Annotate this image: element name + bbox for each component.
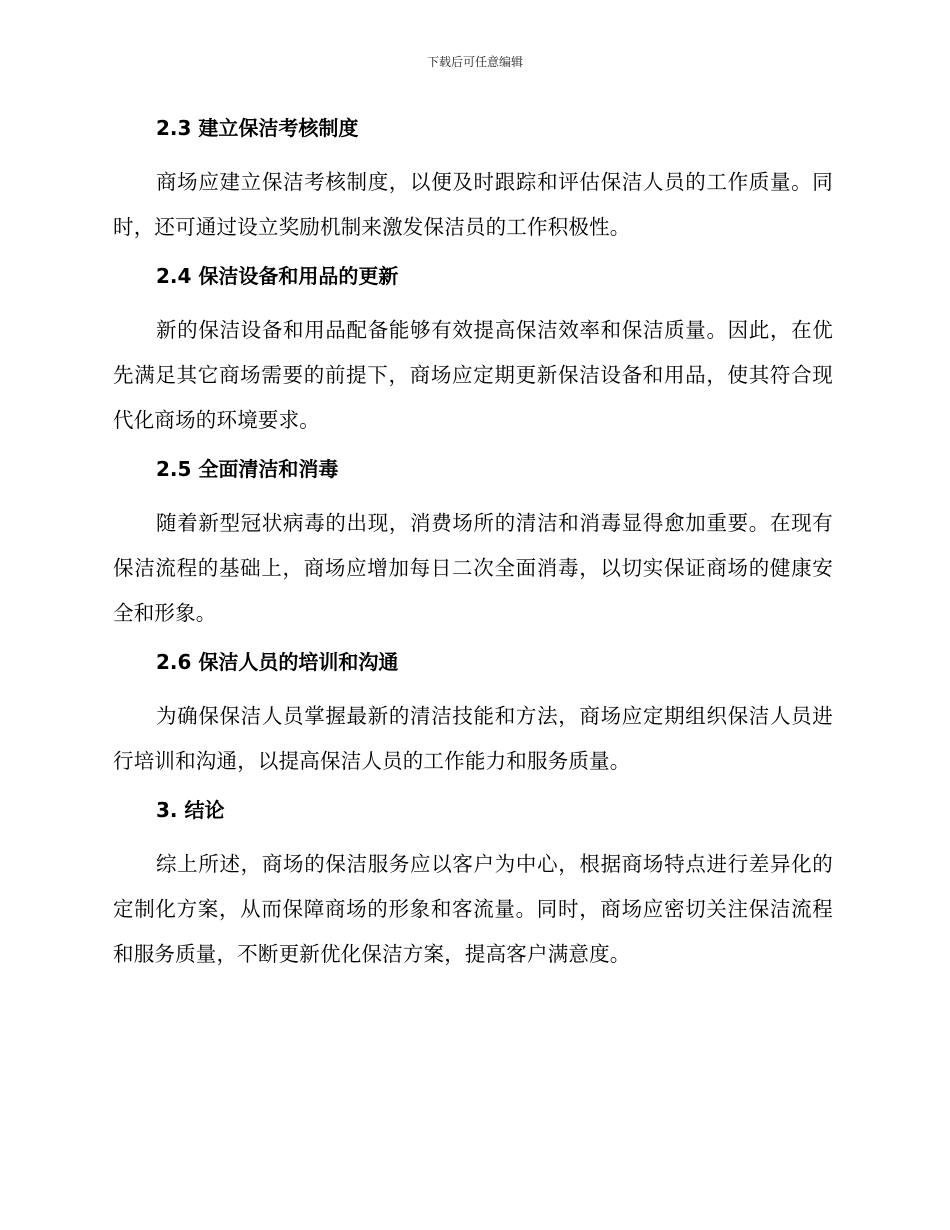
document-body	[113, 110, 833, 977]
section-heading-2-6: 2.6 保洁人员的培训和沟通	[156, 650, 399, 674]
section-heading-2-5: 2.5 全面清洁和消毒	[156, 457, 339, 481]
section-heading-2-4: 2.4 保洁设备和用品的更新	[156, 264, 399, 288]
section-paragraph-2-6: 为确保保洁人员掌握最新的清洁技能和方法，商场应定期组织保洁人员进行培训和沟通，以提高保洁人员的工作能力和服务质量。	[113, 704, 833, 773]
section-paragraph-2-5: 随着新型冠状病毒的出现，消费场所的清洁和消毒显得愈加重要。在现有保洁流程的基础上，商场应增加每日二次全面消毒，以切实保证商场的健康安全和形象。	[113, 511, 833, 625]
section-paragraph-2-3: 商场应建立保洁考核制度，以便及时跟踪和评估保洁人员的工作质量。同时，还可通过设立奖励机制来激发保洁员的工作积极性。	[113, 170, 833, 239]
page-header-note: 下载后可任意编辑	[426, 55, 523, 69]
section-heading-2-3: 2.3 建立保洁考核制度	[156, 116, 359, 140]
section-paragraph-3: 综上所述，商场的保洁服务应以客户为中心，根据商场特点进行差异化的定制化方案，从而保障商场的形象和客流量。同时，商场应密切关注保洁流程和服务质量，不断更新优化保洁方案，提高客户满意度。	[113, 852, 833, 966]
section-paragraph-2-4: 新的保洁设备和用品配备能够有效提高保洁效率和保洁质量。因此，在优先满足其它商场需要的前提下，商场应定期更新保洁设备和用品，使其符合现代化商场的环境要求。	[113, 318, 833, 432]
section-heading-3: 3. 结论	[156, 798, 225, 822]
